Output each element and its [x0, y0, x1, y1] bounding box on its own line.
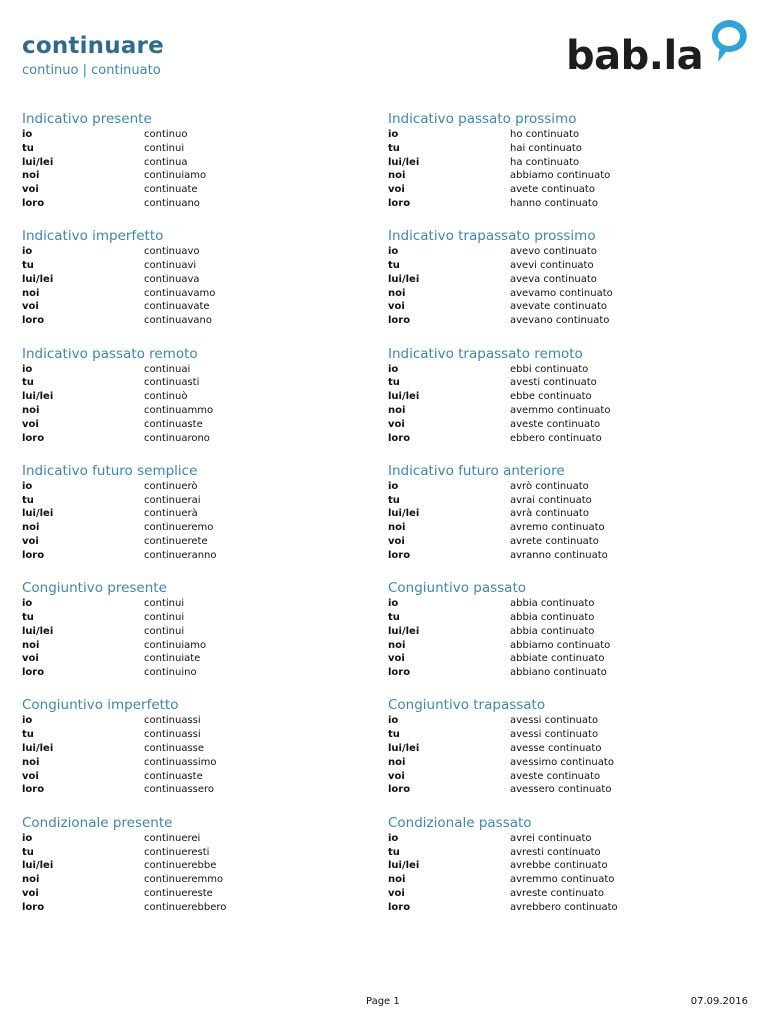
pronoun-label: voi [388, 301, 405, 313]
verb-form: continuiamo [144, 170, 207, 182]
conjugation-row [388, 245, 748, 259]
conjugation-row [388, 376, 748, 390]
conjugation-row [22, 535, 382, 549]
pronoun-label: io [388, 129, 399, 140]
verb-form: continuerò [144, 480, 198, 492]
verb-form: abbiamo continuato [510, 639, 611, 651]
verb-form: continuammo [144, 404, 214, 416]
verb-form: continuerete [144, 536, 208, 548]
pronoun-label: lui/lei [388, 156, 420, 168]
pronoun-label: loro [22, 901, 45, 913]
verb-form: continui [144, 142, 185, 154]
verb-form: avrò continuato [510, 480, 589, 492]
verb-form: continuavate [144, 301, 210, 313]
conjugation-row [22, 128, 382, 142]
pronoun-label: voi [22, 184, 39, 196]
speech-bubble-shape [712, 20, 747, 62]
verb-form: continuarono [144, 432, 210, 444]
pronoun-label: lui/lei [388, 860, 420, 872]
conjugation-row [22, 314, 382, 328]
pronoun-label: voi [388, 536, 405, 548]
verb-form: abbia continuato [510, 598, 595, 610]
pronoun-label: loro [22, 197, 45, 209]
pronoun-label: tu [388, 260, 400, 272]
left-tense-column [22, 111, 382, 932]
conjugation-row [388, 611, 748, 625]
pronoun-label: noi [22, 756, 40, 768]
tense-block [388, 463, 748, 580]
tense-block [22, 580, 382, 697]
pronoun-label: noi [22, 170, 40, 182]
pronoun-label: lui/lei [388, 391, 420, 403]
verb-form: aveste continuato [510, 770, 601, 782]
pronoun-label: tu [22, 729, 34, 741]
conjugation-row [22, 507, 382, 521]
conjugation-row [388, 783, 748, 797]
conjugation-row [388, 259, 748, 273]
page-header [22, 30, 164, 79]
verb-form: ha continuato [510, 156, 580, 168]
verb-form: abbiano continuato [510, 667, 607, 679]
verb-form: aveste continuato [510, 418, 601, 430]
conjugation-row [388, 549, 748, 563]
conjugation-row [388, 363, 748, 377]
pronoun-label: noi [388, 287, 406, 299]
pronoun-label: voi [388, 418, 405, 430]
verb-form: abbiate continuato [510, 653, 605, 665]
conjugation-row [22, 287, 382, 301]
tense-title: Indicativo futuro semplice [22, 462, 198, 479]
verb-form: avevamo continuato [510, 287, 613, 299]
verb-form: continuassi [144, 715, 201, 727]
verb-form: continuavamo [144, 287, 216, 299]
pronoun-label: tu [388, 846, 400, 858]
conjugation-row [388, 535, 748, 549]
verb-form: continuasse [144, 743, 205, 755]
pronoun-label: voi [22, 887, 39, 899]
verb-form: avrebbero continuato [510, 901, 618, 913]
verb-form: continuiate [144, 653, 201, 665]
verb-form: avresti continuato [510, 846, 601, 858]
pronoun-label: io [22, 129, 33, 140]
conjugation-row [22, 714, 382, 728]
verb-form: continuassi [144, 729, 201, 741]
tense-title: Indicativo passato prossimo [388, 111, 577, 127]
pronoun-label: noi [22, 404, 40, 416]
pronoun-label: noi [388, 404, 406, 416]
conjugation-row [22, 770, 382, 784]
pronoun-label: tu [388, 729, 400, 741]
verb-form: continuaste [144, 770, 203, 782]
pronoun-label: voi [388, 184, 405, 196]
conjugation-row [388, 197, 748, 211]
tense-title: Condizionale presente [22, 814, 173, 831]
pronoun-label: io [388, 832, 399, 844]
conjugation-row [22, 859, 382, 873]
tense-title: Congiuntivo trapassato [388, 697, 546, 714]
tense-block [22, 111, 382, 228]
tense-block [22, 697, 382, 814]
conjugation-row [388, 183, 748, 197]
verb-form: abbia continuato [510, 611, 595, 623]
pronoun-label: noi [388, 522, 406, 534]
conjugation-row [388, 273, 748, 287]
verb-form: continuerai [144, 494, 201, 506]
conjugation-row [22, 432, 382, 446]
verb-form: avremo continuato [510, 522, 605, 534]
pronoun-label: tu [388, 377, 400, 389]
conjugation-row [388, 142, 748, 156]
print-date: 07.09.2016 [690, 996, 748, 1007]
pronoun-label: voi [22, 653, 39, 665]
verb-form: continuavano [144, 315, 212, 327]
conjugation-row [22, 611, 382, 625]
conjugation-row [22, 300, 382, 314]
conjugation-row [22, 169, 382, 183]
verb-form: ebbi continuato [510, 363, 589, 375]
pronoun-label: tu [388, 142, 400, 154]
tense-block [22, 346, 382, 463]
conjugation-row [22, 742, 382, 756]
pronoun-label: tu [22, 611, 34, 623]
pronoun-label: noi [388, 170, 406, 182]
tense-block [388, 697, 748, 814]
pronoun-label: io [388, 480, 399, 492]
tense-title: Indicativo trapassato remoto [388, 345, 583, 362]
conjugation-row [22, 549, 382, 563]
conjugation-row [388, 404, 748, 418]
conjugation-row [22, 873, 382, 887]
verb-form: abbia continuato [510, 625, 595, 637]
conjugation-row [388, 728, 748, 742]
conjugation-row [388, 287, 748, 301]
pronoun-label: lui/lei [22, 273, 54, 285]
pronoun-label: io [22, 832, 33, 844]
verb-form: avevo continuato [510, 246, 597, 258]
verb-form: avrebbe continuato [510, 860, 608, 872]
pronoun-label: noi [388, 756, 406, 768]
pronoun-label: voi [22, 536, 39, 548]
tense-title: Indicativo trapassato prossimo [388, 228, 596, 245]
conjugation-row [388, 770, 748, 784]
verb-form: continuano [144, 197, 200, 209]
verb-form: hanno continuato [510, 197, 598, 209]
verb-form: continuerà [144, 508, 198, 520]
pronoun-label: tu [388, 494, 400, 506]
pronoun-label: io [388, 363, 399, 375]
verb-form: continua [144, 156, 188, 168]
pronoun-label: lui/lei [22, 860, 54, 872]
tense-title: Congiuntivo imperfetto [22, 697, 179, 714]
conjugation-row [388, 742, 748, 756]
pronoun-label: io [22, 480, 33, 492]
pronoun-label: voi [22, 418, 39, 430]
verb-form: avrai continuato [510, 494, 592, 506]
verb-form: continuai [144, 363, 191, 375]
conjugation-row [388, 156, 748, 170]
verb-form: avevi continuato [510, 260, 594, 272]
pronoun-label: lui/lei [22, 508, 54, 520]
verb-form: ho continuato [510, 129, 580, 140]
verb-form: avranno continuato [510, 549, 608, 561]
conjugation-row [388, 887, 748, 901]
verb-form: continuate [144, 184, 198, 196]
pronoun-label: tu [22, 846, 34, 858]
pronoun-label: noi [22, 287, 40, 299]
verb-form: continueranno [144, 549, 217, 561]
conjugation-row [388, 859, 748, 873]
conjugation-row [388, 639, 748, 653]
pronoun-label: noi [22, 639, 40, 651]
verb-form: continui [144, 598, 185, 610]
pronoun-label: voi [388, 770, 405, 782]
tense-block [22, 228, 382, 345]
page-number: Page 1 [366, 996, 400, 1007]
tense-block [22, 463, 382, 580]
conjugation-row [22, 652, 382, 666]
tense-block [388, 228, 748, 345]
verb-form: avesti continuato [510, 377, 597, 389]
conjugation-row [388, 846, 748, 860]
conjugation-row [22, 363, 382, 377]
verb-form: continuasti [144, 377, 200, 389]
verb-form: ebbero continuato [510, 432, 602, 444]
conjugation-row [22, 404, 382, 418]
conjugation-row [22, 480, 382, 494]
tense-block [22, 815, 382, 932]
conjugation-row [22, 273, 382, 287]
conjugation-row [388, 432, 748, 446]
conjugation-row [22, 142, 382, 156]
pronoun-label: lui/lei [388, 743, 420, 755]
pronoun-label: noi [22, 522, 40, 534]
verb-form: avesse continuato [510, 743, 602, 755]
conjugation-row [388, 480, 748, 494]
conjugation-row [388, 625, 748, 639]
tense-title: Indicativo futuro anteriore [388, 462, 565, 479]
pronoun-label: tu [22, 494, 34, 506]
conjugation-row [22, 494, 382, 508]
verb-form: continuo [144, 129, 188, 140]
pronoun-label: voi [388, 887, 405, 899]
pronoun-label: voi [22, 301, 39, 313]
conjugation-row [22, 846, 382, 860]
conjugation-row [22, 156, 382, 170]
pronoun-label: tu [22, 260, 34, 272]
conjugation-row [388, 507, 748, 521]
conjugation-row [388, 756, 748, 770]
verb-form: continuassero [144, 784, 215, 796]
pronoun-label: loro [22, 784, 45, 796]
verb-form: continui [144, 611, 185, 623]
verb-form: avremmo continuato [510, 874, 615, 886]
pronoun-label: loro [388, 549, 411, 561]
conjugation-row [22, 197, 382, 211]
verb-form: avete continuato [510, 184, 595, 196]
tense-block [388, 111, 748, 228]
pronoun-label: lui/lei [388, 625, 420, 637]
verb-form: avevano continuato [510, 315, 610, 327]
pronoun-label: lui/lei [388, 508, 420, 520]
speech-bubble-icon [706, 16, 752, 64]
conjugation-row [22, 756, 382, 770]
pronoun-label: loro [22, 315, 45, 327]
right-tense-column [388, 111, 748, 932]
verb-form: continuavo [144, 246, 200, 258]
conjugation-row [22, 597, 382, 611]
conjugation-row [388, 314, 748, 328]
tense-block [388, 346, 748, 463]
conjugation-row [22, 901, 382, 915]
conjugation-row [388, 521, 748, 535]
verb-form: avrete continuato [510, 536, 599, 548]
pronoun-label: io [388, 598, 399, 610]
conjugation-row [388, 494, 748, 508]
pronoun-label: loro [388, 667, 411, 679]
pronoun-label: loro [388, 197, 411, 209]
pronoun-label: loro [388, 784, 411, 796]
verb-form: continuerei [144, 832, 201, 844]
pronoun-label: tu [22, 142, 34, 154]
pronoun-label: loro [388, 315, 411, 327]
pronoun-label: lui/lei [22, 625, 54, 637]
conjugation-row [22, 521, 382, 535]
pronoun-label: tu [22, 377, 34, 389]
pronoun-label: io [22, 246, 33, 258]
pronoun-label: voi [388, 653, 405, 665]
verb-form: avemmo continuato [510, 404, 611, 416]
conjugation-row [22, 887, 382, 901]
verb-form: continuereste [144, 887, 213, 899]
conjugation-row [388, 128, 748, 142]
conjugation-row [388, 169, 748, 183]
tense-title: Congiuntivo passato [388, 580, 526, 597]
pronoun-label: lui/lei [22, 156, 54, 168]
tense-title: Congiuntivo presente [22, 580, 167, 597]
verb-form: hai continuato [510, 142, 582, 154]
pronoun-label: noi [388, 874, 406, 886]
verb-form: continuò [144, 391, 188, 403]
verb-form: continueremo [144, 522, 214, 534]
conjugation-row [22, 259, 382, 273]
verb-principal-forms: continuo | continuato [22, 63, 161, 78]
tense-title: Indicativo presente [22, 111, 152, 127]
conjugation-row [388, 652, 748, 666]
verb-form: continuava [144, 273, 200, 285]
verb-form: continuassimo [144, 756, 217, 768]
conjugation-row [22, 376, 382, 390]
verb-form: avessimo continuato [510, 756, 614, 768]
verb-form: continuiamo [144, 639, 207, 651]
bab-la-logo [566, 16, 752, 82]
verb-form: continueremmo [144, 874, 224, 886]
pronoun-label: io [22, 715, 33, 727]
verb-form: avrà continuato [510, 508, 589, 520]
verb-form: continueresti [144, 846, 210, 858]
conjugation-row [22, 390, 382, 404]
verb-form: avreste continuato [510, 887, 605, 899]
pronoun-label: tu [388, 611, 400, 623]
verb-form: avessi continuato [510, 729, 599, 741]
pronoun-label: loro [22, 432, 45, 444]
conjugation-row [388, 901, 748, 915]
verb-form: aveva continuato [510, 273, 597, 285]
verb-form: ebbe continuato [510, 391, 592, 403]
verb-form: avessi continuato [510, 715, 599, 727]
pronoun-label: lui/lei [22, 743, 54, 755]
pronoun-label: io [388, 715, 399, 727]
verb-form: avessero continuato [510, 784, 612, 796]
conjugation-row [22, 625, 382, 639]
tense-title: Indicativo passato remoto [22, 345, 198, 362]
verb-form: continuavi [144, 260, 197, 272]
pronoun-label: io [388, 246, 399, 258]
pronoun-label: loro [388, 901, 411, 913]
conjugation-row [22, 783, 382, 797]
conjugation-row [22, 183, 382, 197]
pronoun-label: lui/lei [388, 273, 420, 285]
conjugation-row [388, 832, 748, 846]
verb-form: continui [144, 625, 185, 637]
conjugation-row [388, 390, 748, 404]
conjugation-row [22, 418, 382, 432]
verb-title: continuare [22, 33, 164, 59]
verb-form: avevate continuato [510, 301, 607, 313]
pronoun-label: noi [22, 874, 40, 886]
conjugation-row [388, 714, 748, 728]
tense-block [388, 815, 748, 932]
conjugation-row [22, 832, 382, 846]
pronoun-label: lui/lei [22, 391, 54, 403]
tense-block [388, 580, 748, 697]
conjugation-row [388, 873, 748, 887]
conjugation-row [22, 639, 382, 653]
conjugation-row [388, 666, 748, 680]
verb-form: abbiamo continuato [510, 170, 611, 182]
conjugation-row [388, 418, 748, 432]
pronoun-label: noi [388, 639, 406, 651]
pronoun-label: loro [22, 667, 45, 679]
verb-form: continuaste [144, 418, 203, 430]
conjugation-row [388, 597, 748, 611]
verb-form: avrei continuato [510, 832, 592, 844]
conjugation-row [388, 300, 748, 314]
verb-form: continuerebbero [144, 901, 227, 913]
logo-wordmark: bab.la [566, 33, 704, 79]
pronoun-label: voi [22, 770, 39, 782]
conjugation-row [22, 728, 382, 742]
verb-form: continuerebbe [144, 860, 217, 872]
pronoun-label: loro [388, 432, 411, 444]
conjugation-row [22, 666, 382, 680]
pronoun-label: io [22, 363, 33, 375]
conjugation-row [22, 245, 382, 259]
pronoun-label: io [22, 598, 33, 610]
tense-title: Indicativo imperfetto [22, 228, 164, 245]
tense-title: Condizionale passato [388, 814, 532, 831]
pronoun-label: loro [22, 549, 45, 561]
verb-form: continuino [144, 667, 197, 679]
